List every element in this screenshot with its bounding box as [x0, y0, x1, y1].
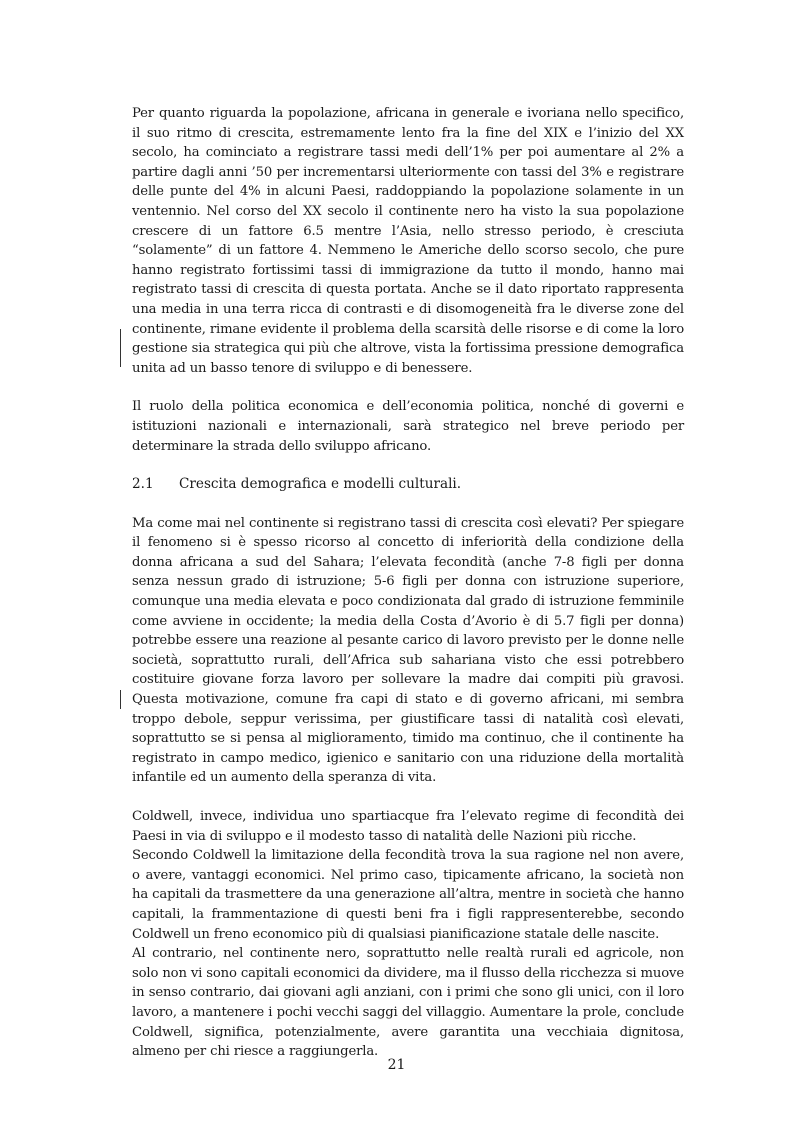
page-body — [132, 104, 684, 1062]
revision-bar — [120, 690, 121, 709]
paragraph: Coldwell, invece, individua uno spartiacque fra l’elevato regime di fecondità dei Paesi in via di sviluppo e il modesto tasso di natalità delle Nazioni più ricche. — [132, 809, 684, 844]
paragraph: Il ruolo della politica economica e dell’economia politica, nonché di governi e istituzioni nazionali e internazionali, sarà strategico nel breve periodo per determinare la strada dello sviluppo africano. — [132, 399, 684, 454]
paragraph: Secondo Coldwell la limitazione della fecondità trova la sua ragione nel non avere, o avere, vantaggi economici. Nel primo caso, tipicamente africano, la società non ha capitali da trasmettere da una generazione all’altra, mentre in società che hanno capitali, la frammentazione di questi beni fra i figli rappresenterebbe, secondo Coldwell un freno economico più di qualsiasi pianificazione statale delle nascite. — [132, 848, 684, 942]
paragraph: Al contrario, nel continente nero, soprattutto nelle realtà rurali ed agricole, non solo non vi sono capitali economici da dividere, ma il flusso della ricchezza si muove in senso contrario, dai giovani agli anziani, con i primi che sono gli unici, con il loro lavoro, a mantenere i pochi vecchi saggi del villaggio. Aumentare la prole, conclude Coldwell, significa, potenzialmente, avere garantita una vecchiaia dignitosa, almeno per chi riesce a raggiungerla. — [132, 946, 684, 1060]
page-number: 21 — [387, 1057, 406, 1073]
section-title: Crescita demografica e modelli culturali. — [179, 476, 462, 493]
paragraph: Ma come mai nel continente si registrano tassi di crescita così elevati? Per spiegare il fenomeno si è spesso ricorso al concetto di inferiorità della condizione della donna africana a sud del Sahara; l’elevata fecondità (anche 7-8 figli per donna senza nessun grado di istruzione; 5-6 figli per donna con istruzione superiore, comunque una media elevata e poco condizionata dal grado di istruzione femminile come avviene in occidente; la media della Costa d’Avorio è di 5.7 figli per donna) potrebbe essere una reazione al pesante carico di lavoro previsto per le donne nelle società, soprattutto rurali, dell’Africa sub sahariana visto che essi potrebbero costituire giovane forza lavoro per sollevare la madre dai compiti più gravosi. Questa motivazione, comune fra capi di stato e di governo africani, mi sembra troppo debole, seppur verissima, per giustificare tassi di natalità così elevati, soprattutto se si pensa al miglioramento, timido ma continuo, che il continente ha registrato in campo medico, igienico e sanitario con una riduzione della mortalità infantile ed un aumento della speranza di vita. — [132, 515, 684, 786]
revision-bar — [120, 329, 121, 367]
section-number: 2.1 — [132, 476, 154, 493]
paragraph: Per quanto riguarda la popolazione, africana in generale e ivoriana nello specifico, il suo ritmo di crescita, estremamente lento fra la fine del XIX e l’inizio del XX secolo, ha cominciato a registrare tassi medi dell’1% per poi aumentare al 2% a partire dagli anni ’50 per incrementarsi ulteriormente con tassi del 3% e registrare delle punte del 4% in alcuni Paesi, raddoppiando la popolazione solamente in un ventennio. Nel corso del XX secolo il continente nero ha visto la sua popolazione crescere di un fattore 6.5 mentre l’Asia, nello stresso periodo, è cresciuta “solamente” di un fattore 4. Nemmeno le Americhe dello scorso secolo, che pure hanno registrato fortissimi tassi di immigrazione da tutto il mondo, hanno mai registrato tassi di crescita di questa portata. Anche se il dato riportato rappresenta una media in una terra ricca di contrasti e di disomogeneità fra le diverse zone del continente, rimane evidente il problema della scarsità delle risorse e di come la loro gestione sia strategica qui più che altrove, vista la fortissima pressione demografica unita ad un basso tenore di sviluppo e di benessere. — [132, 106, 684, 376]
section-heading — [132, 475, 684, 495]
